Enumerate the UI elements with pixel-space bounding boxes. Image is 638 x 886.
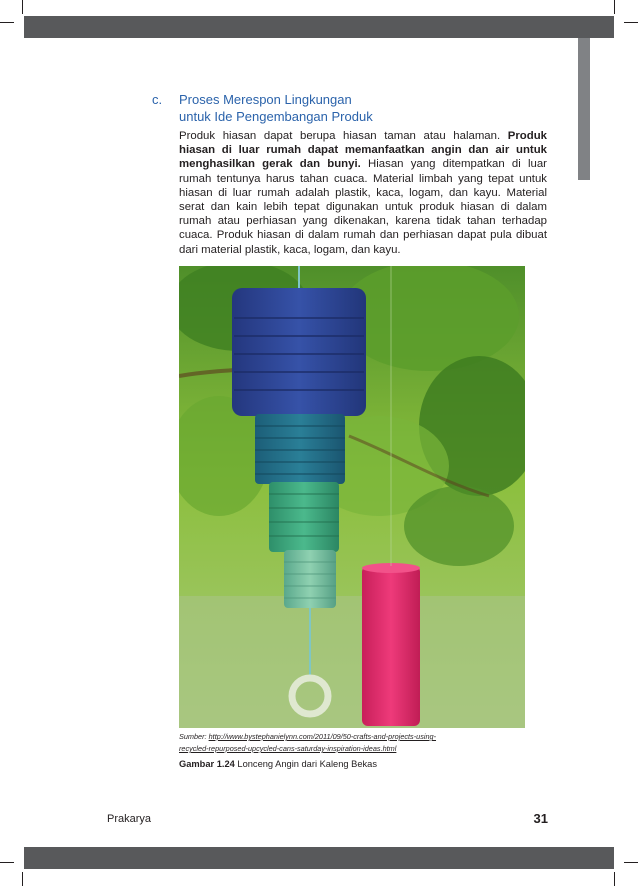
source-link-line2[interactable]: recycled-repurposed-upcycled-cans-saturday-inspiration-ideas.html: [179, 744, 397, 753]
caption-text: Lonceng Angin dari Kaleng Bekas: [234, 759, 377, 769]
section-title-line1: Proses Merespon Lingkungan: [179, 92, 352, 107]
footer-book-title: Prakarya: [107, 813, 152, 825]
crop-mark: [614, 872, 615, 886]
side-tab: [578, 38, 590, 180]
figure-caption: [179, 758, 377, 770]
body-paragraph: [179, 129, 547, 257]
paragraph-part1: Produk hiasan dapat berupa hiasan taman atau halaman.: [179, 130, 508, 142]
crop-mark: [22, 872, 23, 886]
crop-mark: [614, 0, 615, 14]
crop-mark: [624, 862, 638, 863]
figure-source: [179, 731, 539, 755]
crop-mark: [0, 862, 14, 863]
section-title-line2: untuk Ide Pengembangan Produk: [179, 109, 373, 124]
section-title: [179, 91, 409, 125]
crop-mark: [22, 0, 23, 14]
top-bar: [24, 16, 614, 38]
paragraph-part2: Hiasan yang ditempatkan di luar rumah tentunya harus tahan cuaca. Material limbah yang tepat untuk hiasan di luar rumah adalah plastik, kaca, logam, dan kayu. Material serat dan kain lebih tepat digunakan untuk produk hiasan di dalam rumah atau perhiasan yang dikenakan, karena tidak tahan terhadap cuaca. Produk hiasan di dalam rumah dan perhiasan dapat pula dibuat dari material plastik, kaca, logam, dan kayu.: [179, 158, 547, 256]
crop-mark: [0, 22, 14, 23]
section-letter: c.: [152, 92, 163, 107]
page-number: 31: [533, 811, 548, 826]
paragraph-bold: Produk hiasan di luar rumah dapat memanfaatkan angin dan air untuk menghasilkan gerak dan bunyi.: [179, 130, 547, 171]
wind-chime-illustration: [179, 266, 525, 728]
wind-chime-photo: [179, 266, 525, 728]
source-link-line1[interactable]: http://www.bystephanielynn.com/2011/09/50-crafts-and-projects-using-: [208, 732, 437, 741]
crop-mark: [624, 22, 638, 23]
bottom-bar: [24, 847, 614, 869]
source-label: Sumber:: [179, 732, 209, 741]
caption-number: Gambar 1.24: [179, 759, 235, 769]
